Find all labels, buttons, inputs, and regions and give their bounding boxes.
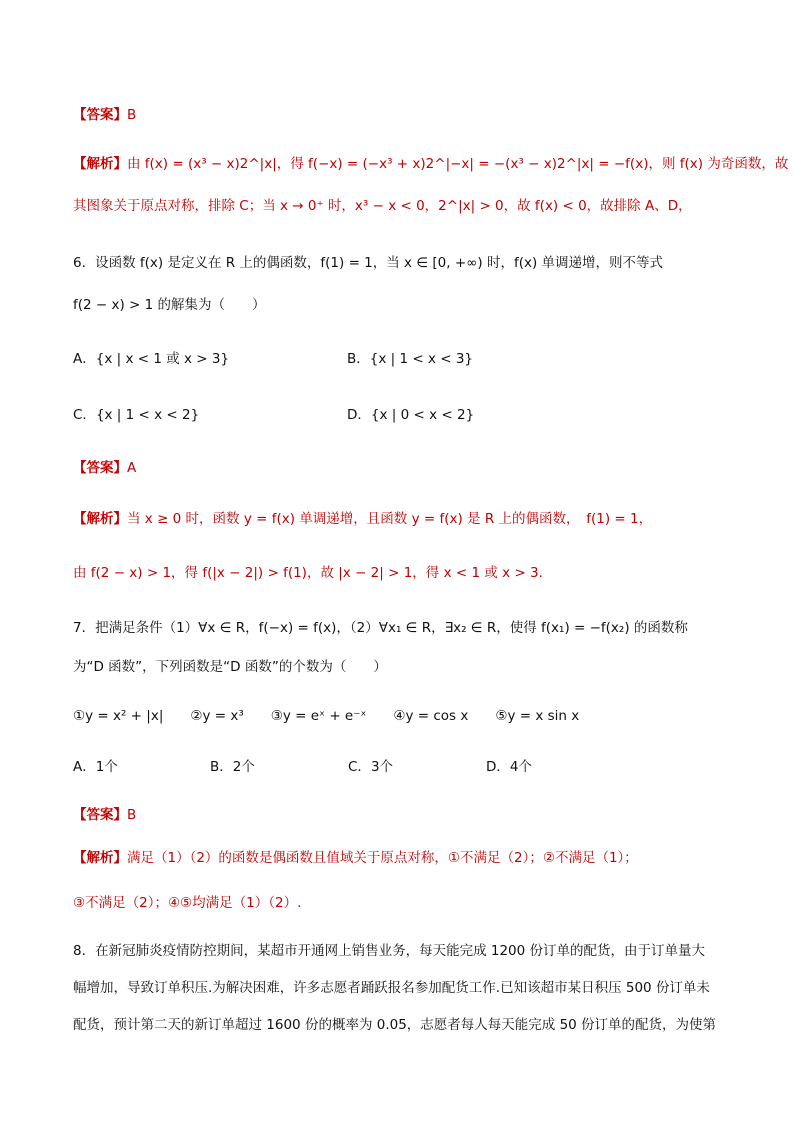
option-label: B．	[347, 351, 370, 367]
analysis-tag: 【解析】	[73, 156, 127, 172]
q6-option-c	[73, 403, 199, 423]
answer-value: B	[127, 107, 137, 123]
q6-option-b	[347, 347, 473, 367]
analysis-text: 由 f(x) = (x³ − x)2^|x|，得 f(−x) = (−x³ + x)2^|−x| = −(x³ − x)2^|x| = −f(x)，则 f(x) 为奇函数，故	[127, 156, 789, 172]
q6-stem-line-2: f(2 − x) > 1 的解集为（ ）	[73, 297, 266, 313]
q8-stem-line-1: 8．在新冠肺炎疫情防控期间，某超市开通网上销售业务，每天能完成 1200 份订单的配货，由于订单量大	[73, 943, 706, 959]
q6-option-d	[347, 403, 474, 423]
option-text: 4个	[509, 759, 532, 775]
q7-option-a	[73, 755, 118, 775]
q7-stem-line-2: 为“D 函数”，下列函数是“D 函数”的个数为（ ）	[73, 659, 387, 675]
q7-analysis-line-1	[73, 846, 638, 866]
q7-stem-line-1: 7．把满足条件（1）∀x ∈ R，f(−x) = f(x)，（2）∀x₁ ∈ R，∃x₂ ∈ R，使得 f(x₁) = −f(x₂) 的函数称	[73, 620, 688, 636]
option-text: {x | 1 < x < 3}	[369, 351, 474, 367]
q6-analysis-line-1	[73, 507, 652, 527]
option-label: A．	[73, 759, 96, 775]
q7-analysis-line-2: ③不满足（2）；④⑤均满足（1）（2）.	[73, 895, 302, 911]
q5-analysis-line-2: 其图象关于原点对称，排除 C；当 x → 0⁺ 时，x³ − x < 0，2^|x| > 0，故 f(x) < 0，故排除 A、D，	[73, 198, 692, 214]
option-text: {x | x < 1 或 x > 3}	[95, 351, 230, 367]
analysis-tag: 【解析】	[73, 850, 127, 866]
option-text: 2个	[232, 759, 255, 775]
q7-option-c	[348, 755, 393, 775]
option-label: A．	[73, 351, 96, 367]
q8-stem-line-2: 幅增加，导致订单积压.为解决困难，许多志愿者踊跃报名参加配货工作.已知该超市某日积压 500 份订单未	[73, 980, 710, 996]
analysis-text: 当 x ≥ 0 时，函数 y = f(x) 单调递增，且函数 y = f(x) 是 R 上的偶函数， f(1) = 1，	[127, 511, 653, 527]
option-label: B．	[210, 759, 233, 775]
q5-analysis-line-1	[73, 152, 788, 172]
option-text: 1个	[95, 759, 118, 775]
q6-analysis-line-2: 由 f(2 − x) > 1，得 f(|x − 2|) > f(1)，故 |x − 2| > 1，得 x < 1 或 x > 3.	[73, 565, 543, 581]
q5-answer	[73, 103, 136, 123]
option-label: C．	[348, 759, 371, 775]
option-label: D．	[486, 759, 510, 775]
answer-value: B	[127, 807, 137, 823]
analysis-tag: 【解析】	[73, 511, 127, 527]
option-text: 3个	[370, 759, 394, 775]
q7-option-b	[210, 755, 255, 775]
option-text: {x | 1 < x < 2}	[95, 407, 200, 423]
q6-option-a	[73, 347, 229, 367]
q7-option-d	[486, 755, 532, 775]
option-label: C．	[73, 407, 96, 423]
q8-stem-line-3: 配货，预计第二天的新订单超过 1600 份的概率为 0.05，志愿者每人每天能完成 50 份订单的配货，为使第	[73, 1017, 717, 1033]
q7-answer	[73, 803, 136, 823]
q6-stem-line-1: 6．设函数 f(x) 是定义在 R 上的偶函数，f(1) = 1，当 x ∈ [0, +∞) 时，f(x) 单调递增，则不等式	[73, 255, 664, 271]
q6-answer	[73, 456, 136, 476]
option-label: D．	[347, 407, 371, 423]
option-text: {x | 0 < x < 2}	[370, 407, 475, 423]
answer-tag: 【答案】	[73, 460, 127, 476]
answer-tag: 【答案】	[73, 807, 127, 823]
analysis-text: 满足（1）（2）的函数是偶函数且值域关于原点对称，①不满足（2）；②不满足（1）；	[127, 850, 638, 866]
answer-value: A	[127, 460, 137, 476]
q7-function-list: ①y = x² + |x| ②y = x³ ③y = eˣ + e⁻ˣ ④y = cos x ⑤y = x sin x	[73, 708, 580, 724]
answer-tag: 【答案】	[73, 107, 127, 123]
